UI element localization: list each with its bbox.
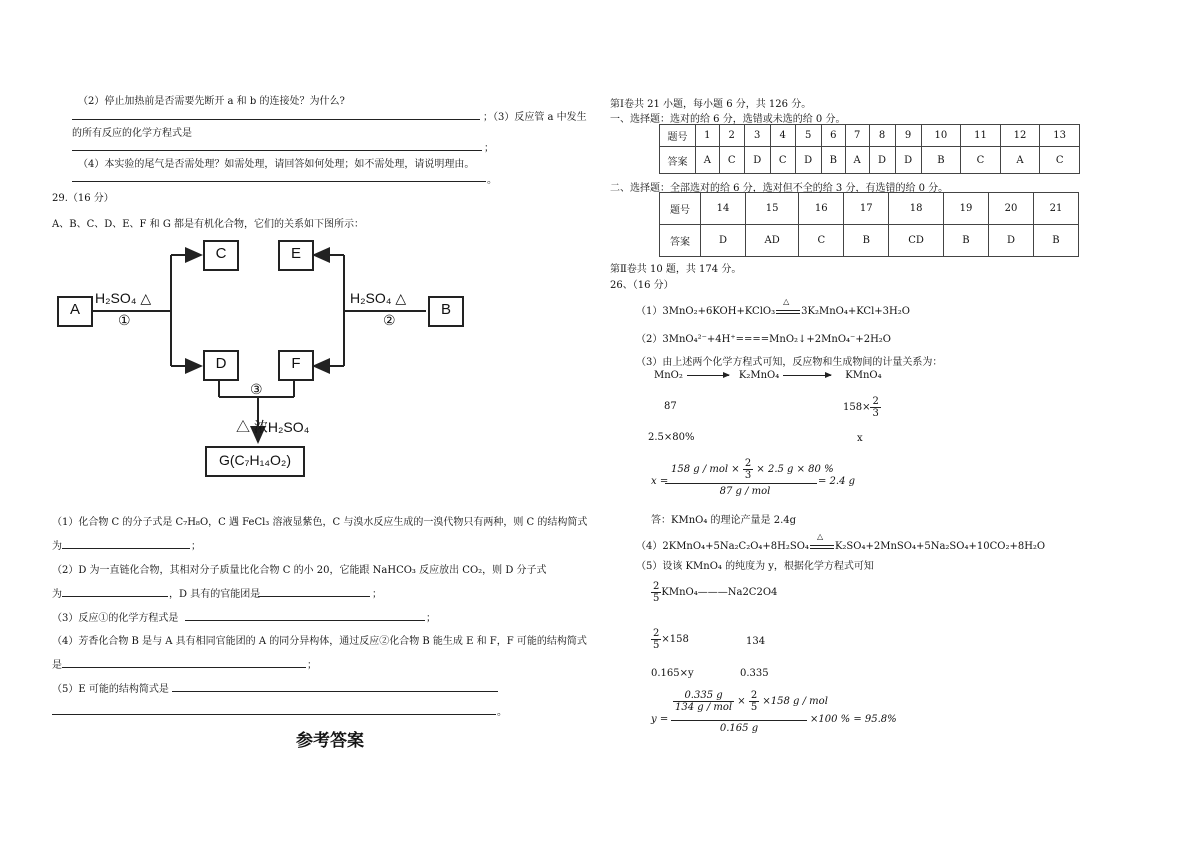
table-cell: B [1033,225,1078,257]
part-2-text: （2）D 为一直链化合物，其相对分子质量比化合物 C 的小 20，它能跟 NaHCO₃ 反应放出 CO₂，则 D 分子式 [52,565,547,576]
table-cell: 10 [921,125,961,147]
reference-answer-title: 参考答案 [296,731,364,751]
table-cell: D [701,225,746,257]
table-header-answer: 答案 [660,225,701,257]
times-sign: × [734,696,749,707]
node-f: F [278,350,314,381]
calc-y-numerator [673,690,828,713]
relation-kmno4 [651,581,777,604]
heat-equals-sign [809,532,835,552]
node-g: G(C₇H₁₄O₂) [205,446,305,477]
semicolon: ； [484,143,494,154]
value-0165y: 0.165×y [651,668,694,679]
period: 。 [487,175,497,186]
times-158: ×158 [661,634,689,645]
section-1-rule: 一、选择题：选对的给 6 分，选错或未选的给 0 分。 [610,114,846,125]
value-158: 158× [843,402,871,413]
semicolon: ； [307,660,317,671]
calc-y-label: y = [651,714,669,725]
fraction-bar [665,483,817,484]
table-cell: 2 [719,125,744,147]
table-cell: 17 [844,193,889,225]
table-cell: C [719,147,744,174]
fraction-bar [671,720,807,721]
chain-mno2: MnO₂ [654,370,683,381]
question-26-title: 26、（16 分） [610,280,674,291]
section-1-header: 第Ⅰ卷共 21 小题，每小题 6 分，共 126 分。 [610,99,812,110]
equation-2: （2）3MnO₄²⁻+4H⁺====MnO₂↓+2MnO₄⁻+2H₂O [636,334,891,345]
node-d: D [203,350,239,381]
answer-line [185,620,425,621]
calc-x-label: x = [651,476,669,487]
frac-num: 2 [872,396,879,407]
table-cell: B [921,147,961,174]
question-3-lead: ；（3）反应管 a 中发生 [483,112,587,123]
table-cell: 16 [799,193,844,225]
reaction-chain [654,370,882,381]
reagent-1: H₂SO₄ △ [95,290,152,306]
table-cell: 12 [1000,125,1040,147]
part-1-text: （1）化合物 C 的分子式是 C₇H₈O，C 遇 FeCl₃ 溶液显紫色，C 与溴水反应生成的一溴代物只有两种，则 C 的结构简式 [52,517,588,528]
table-cell: CD [889,225,944,257]
semicolon: ； [191,541,201,552]
equation-4 [636,532,1046,552]
part-3-text: （3）反应①的化学方程式是 [52,613,179,624]
frac-den: 3 [872,408,879,419]
node-e: E [278,240,314,271]
value-87: 87 [664,401,677,412]
question-3: 的所有反应的化学方程式是 [72,128,192,139]
period: 。 [497,707,507,718]
answer-table-1 [659,124,1080,174]
equation-1-reactants: （1）3MnO₂+6KOH+KClO₃ [636,306,776,317]
answer-line [62,548,190,549]
table-cell: B [821,147,845,174]
table-cell: C [799,225,844,257]
relation-text: KMnO₄———Na2C2O4 [661,587,778,598]
table-cell: B [844,225,889,257]
question-29-intro: A、B、C、D、E、F 和 G 都是有机化合物，它们的关系如下图所示： [52,219,365,230]
table-cell: 19 [943,193,988,225]
table-cell: D [744,147,770,174]
frac-num: 2 [744,458,752,469]
calc-y-tail: ×158 g / mol [759,696,828,707]
frac-den: 5 [653,640,660,651]
answer-line [52,714,496,715]
equation-5-intro: （5）设该 KMnO₄ 的纯度为 y，根据化学方程式可知 [636,561,874,572]
calc-y-result: ×100 % = 95.8% [810,714,897,725]
semicolon: ； [372,589,382,600]
table-cell: B [943,225,988,257]
question-29-title: 29.（16 分） [52,193,114,204]
table-cell: 18 [889,193,944,225]
section-2-rule: 二、选择题：全部选对的给 6 分，选对但不全的给 3 分，有选错的给 0 分。 [610,183,949,194]
value-2-5: 2.5×80% [648,432,695,443]
table-cell: 13 [1040,125,1080,147]
part-4-text: （4）芳香化合物 B 是与 A 具有相同官能团的 A 的同分异构体，通过反应②化合物 B 能生成 E 和 F，F 可能的结构简式 [52,636,587,647]
table-cell: 11 [961,125,1001,147]
table-header-number: 题号 [660,193,701,225]
value-158-fraction [843,396,881,419]
table-cell: AD [746,225,799,257]
table-header-answer: 答案 [660,147,696,174]
table-cell: D [795,147,821,174]
step-1: ① [118,313,131,329]
table-cell: 9 [895,125,921,147]
value-134: 134 [746,636,766,647]
frac-den: 5 [750,702,758,713]
table-cell: 3 [744,125,770,147]
step-2: ② [383,313,396,329]
table-cell: C [770,147,795,174]
value-x: x [857,433,863,444]
frac-num: 2 [750,690,758,701]
table-cell: A [1000,147,1040,174]
answer-line [172,691,498,692]
table-cell: D [988,225,1033,257]
part-1-lead: 为 [52,541,62,552]
equation-1-products: 3K₂MnO₄+KCl+3H₂O [801,306,910,317]
table-cell: 1 [696,125,720,147]
table-cell: C [1040,147,1080,174]
table-cell: 5 [795,125,821,147]
calc-y-denominator: 0.165 g [719,723,759,734]
calc-num-text: 158 g / mol × [671,464,743,475]
equation-1 [636,297,910,317]
value-0335: 0.335 [740,668,769,679]
answer-line [62,596,168,597]
chain-kmno4: KMnO₄ [845,370,882,381]
table-cell: 15 [746,193,799,225]
section-3-header: 第Ⅱ卷共 10 题，共 174 分。 [610,264,742,275]
semicolon: ； [426,613,436,624]
table-cell: C [961,147,1001,174]
equation-4-reactants: （4）2KMnO₄+5Na₂C₂O₄+8H₂SO₄ [636,541,809,552]
equation-3-intro: （3）由上述两个化学方程式可知，反应物和生成物间的计量关系为： [636,357,943,368]
table-cell: 4 [770,125,795,147]
table-header-number: 题号 [660,125,696,147]
table-cell: A [845,147,869,174]
heat-icon: △ [816,532,824,541]
table-cell: 8 [869,125,895,147]
frac-num: 2 [653,628,660,639]
frac-den: 134 g / mol [675,702,733,713]
calc-x-denominator: 87 g / mol [719,486,771,497]
part-2-lead: 为 [52,589,62,600]
node-a: A [57,296,93,327]
frac-den: 3 [744,470,752,481]
answer-line [62,667,306,668]
frac-num: 2 [653,581,660,592]
chain-k2mno4: K₂MnO₄ [738,370,780,381]
table-cell: 21 [1033,193,1078,225]
answer-table-2 [659,192,1079,257]
chain-arrow [687,375,729,376]
answer-line [258,596,370,597]
table-cell: D [895,147,921,174]
heat-equals-sign [775,297,801,317]
table-cell: 6 [821,125,845,147]
chain-arrow [783,375,831,376]
part-2-functional-group: ，D 具有的官能团是 [169,589,261,600]
question-4: （4）本实验的尾气是否需处理？如需处理，请回答如何处理；如不需处理，请说明理由。 [78,159,475,170]
calc-num-text2: × 2.5 g × 80 % [753,464,834,475]
node-b: B [428,296,464,327]
equation-4-products: K₂SO₄+2MnSO₄+5Na₂SO₄+10CO₂+8H₂O [834,541,1046,552]
heat-icon: △ [783,297,790,306]
part-4-lead: 是 [52,660,62,671]
table-cell: D [869,147,895,174]
calc-x-numerator [671,458,834,481]
node-c: C [203,240,239,271]
table-cell: 7 [845,125,869,147]
table-cell: 14 [701,193,746,225]
table-cell: A [696,147,720,174]
reagent-3: △ 浓H₂SO₄ [236,419,310,435]
table-cell: 20 [988,193,1033,225]
question-2: （2）停止加热前是否需要先断开 a 和 b 的连接处？为什么? [78,96,345,107]
answer-1: 答：KMnO₄ 的理论产量是 2.4g [651,515,797,526]
frac-num: 0.335 g [673,690,734,702]
step-3: ③ [250,382,263,398]
calc-x-result: = 2.4 g [818,476,856,487]
relation-158 [651,628,689,651]
reagent-2: H₂SO₄ △ [350,290,407,306]
part-5-text: （5）E 可能的结构简式是 [52,684,169,695]
frac-den: 5 [653,593,660,604]
